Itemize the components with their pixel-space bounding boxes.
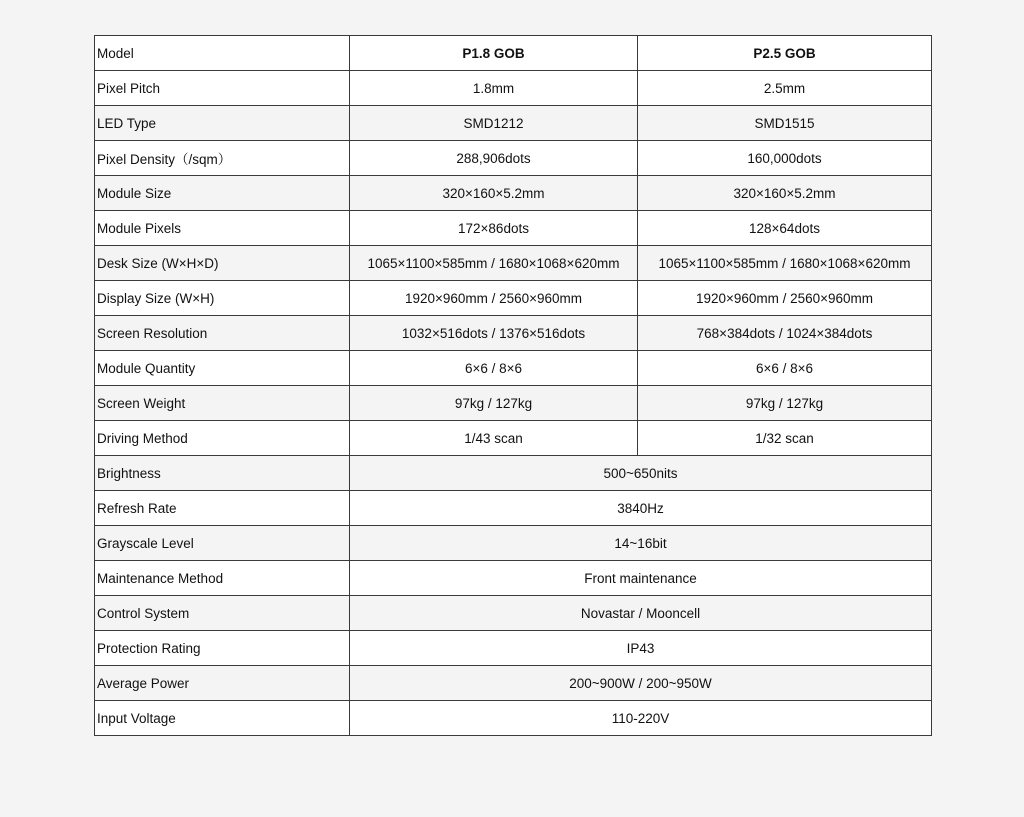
row-value-shared: 3840Hz	[350, 491, 932, 526]
table-row	[95, 281, 932, 316]
table-row	[95, 176, 932, 211]
table-row	[95, 421, 932, 456]
row-value-p25: 768×384dots / 1024×384dots	[638, 316, 932, 351]
row-label: Input Voltage	[95, 701, 350, 736]
row-value-p25: 160,000dots	[638, 141, 932, 176]
header-model: Model	[95, 36, 350, 71]
row-value-p18: 288,906dots	[350, 141, 638, 176]
table-row	[95, 141, 932, 176]
row-value-p25: 128×64dots	[638, 211, 932, 246]
table-row	[95, 631, 932, 666]
row-label: Pixel Density（/sqm）	[95, 141, 350, 176]
table-row	[95, 561, 932, 596]
row-label: Screen Resolution	[95, 316, 350, 351]
table-row	[95, 351, 932, 386]
spec-table	[94, 35, 932, 736]
row-label: Refresh Rate	[95, 491, 350, 526]
row-value-p25: 2.5mm	[638, 71, 932, 106]
row-value-p18: 1065×1100×585mm / 1680×1068×620mm	[350, 246, 638, 281]
table-row	[95, 596, 932, 631]
row-label: Screen Weight	[95, 386, 350, 421]
row-label: Desk Size (W×H×D)	[95, 246, 350, 281]
row-label: Module Quantity	[95, 351, 350, 386]
row-label: Driving Method	[95, 421, 350, 456]
row-label: Control System	[95, 596, 350, 631]
table-row	[95, 701, 932, 736]
table-row	[95, 71, 932, 106]
row-label: Protection Rating	[95, 631, 350, 666]
row-value-p25: 1065×1100×585mm / 1680×1068×620mm	[638, 246, 932, 281]
row-value-p18: 6×6 / 8×6	[350, 351, 638, 386]
row-value-shared: 14~16bit	[350, 526, 932, 561]
row-label: Display Size (W×H)	[95, 281, 350, 316]
row-value-p25: 6×6 / 8×6	[638, 351, 932, 386]
row-value-p25: 97kg / 127kg	[638, 386, 932, 421]
row-value-shared: Novastar / Mooncell	[350, 596, 932, 631]
row-value-p18: 1.8mm	[350, 71, 638, 106]
table-row	[95, 456, 932, 491]
row-value-p18: 1920×960mm / 2560×960mm	[350, 281, 638, 316]
row-label: Grayscale Level	[95, 526, 350, 561]
row-value-shared: 500~650nits	[350, 456, 932, 491]
row-value-p18: 320×160×5.2mm	[350, 176, 638, 211]
row-label: Module Pixels	[95, 211, 350, 246]
header-p25-gob: P2.5 GOB	[638, 36, 932, 71]
table-row	[95, 526, 932, 561]
row-label: LED Type	[95, 106, 350, 141]
row-label: Maintenance Method	[95, 561, 350, 596]
table-row	[95, 106, 932, 141]
table-row	[95, 386, 932, 421]
row-value-p18: 1/43 scan	[350, 421, 638, 456]
table-header-row	[95, 36, 932, 71]
row-label: Pixel Pitch	[95, 71, 350, 106]
table-row	[95, 316, 932, 351]
row-value-p18: 172×86dots	[350, 211, 638, 246]
row-value-shared: 110-220V	[350, 701, 932, 736]
table-row	[95, 491, 932, 526]
table-body	[95, 71, 932, 736]
row-value-p25: 1920×960mm / 2560×960mm	[638, 281, 932, 316]
row-value-shared: IP43	[350, 631, 932, 666]
row-label: Module Size	[95, 176, 350, 211]
row-label: Average Power	[95, 666, 350, 701]
table-row	[95, 246, 932, 281]
row-value-p18: 97kg / 127kg	[350, 386, 638, 421]
row-value-p18: SMD1212	[350, 106, 638, 141]
row-label: Brightness	[95, 456, 350, 491]
row-value-p25: 1/32 scan	[638, 421, 932, 456]
header-p18-gob: P1.8 GOB	[350, 36, 638, 71]
row-value-p18: 1032×516dots / 1376×516dots	[350, 316, 638, 351]
row-value-p25: SMD1515	[638, 106, 932, 141]
table-row	[95, 211, 932, 246]
row-value-shared: Front maintenance	[350, 561, 932, 596]
row-value-p25: 320×160×5.2mm	[638, 176, 932, 211]
row-value-shared: 200~900W / 200~950W	[350, 666, 932, 701]
table-row	[95, 666, 932, 701]
